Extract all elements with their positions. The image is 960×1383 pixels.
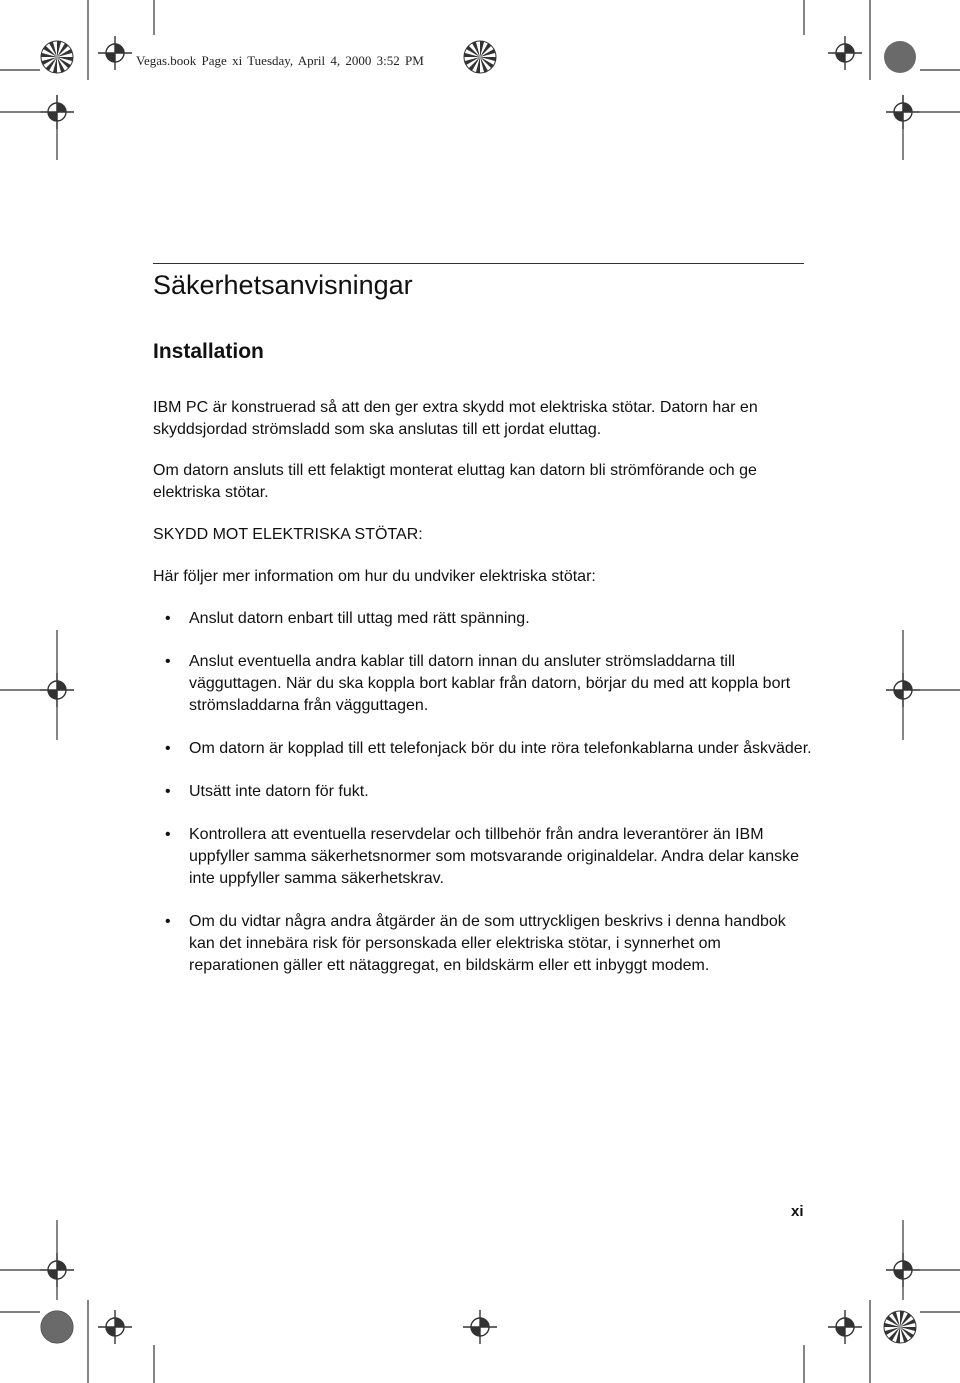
list-item bbox=[153, 651, 813, 717]
starburst-target-icon bbox=[464, 41, 496, 73]
starburst-target-icon bbox=[41, 41, 73, 73]
list-item bbox=[153, 781, 813, 803]
running-head: Vegas.book Page xi Tuesday, April 4, 2000 3:52 PM bbox=[136, 53, 424, 68]
registration-mark-icon bbox=[40, 95, 74, 129]
registration-mark-icon bbox=[40, 1253, 74, 1287]
bullet-icon: • bbox=[165, 653, 171, 670]
section-heading: Installation bbox=[153, 340, 264, 363]
bullet-icon: • bbox=[165, 826, 171, 843]
registration-mark-icon bbox=[828, 1310, 862, 1344]
list-item-text: Om datorn är kopplad till ett telefonjack bör du inte röra telefonkablarna under åskväder. bbox=[189, 740, 812, 757]
registration-mark-icon bbox=[886, 95, 920, 129]
gray-disc-icon bbox=[884, 41, 916, 73]
bullet-list bbox=[153, 608, 813, 977]
list-item-text: Anslut eventuella andra kablar till datorn innan du ansluter strömsladdarna till vägguttagen. När du ska koppla bort kablar från datorn, börjar du med att koppla bort strömsladdarna från vägguttagen. bbox=[189, 653, 791, 714]
gray-disc-icon bbox=[41, 1311, 73, 1343]
bullet-icon: • bbox=[165, 740, 171, 757]
paragraph: IBM PC är konstruerad så att den ger extra skydd mot elektriska stötar. Datorn har en skyddsjordad strömsladd som ska anslutas till ett jordat eluttag. bbox=[153, 399, 758, 438]
chapter-title: Säkerhetsanvisningar bbox=[153, 270, 413, 300]
registration-mark-icon bbox=[886, 673, 920, 707]
list-item-text: Kontrollera att eventuella reservdelar och tillbehör från andra leverantörer än IBM uppfyller samma säkerhetsnormer som motsvarande originaldelar. Andra delar kanske inte uppfyller samma säkerhetskrav. bbox=[189, 826, 800, 887]
body-text bbox=[153, 397, 813, 998]
starburst-target-icon bbox=[884, 1311, 916, 1343]
bullet-icon: • bbox=[165, 913, 171, 930]
registration-mark-icon bbox=[828, 36, 862, 70]
list-item bbox=[153, 738, 813, 760]
registration-mark-icon bbox=[886, 1253, 920, 1287]
list-item bbox=[153, 608, 813, 630]
registration-mark-icon bbox=[98, 1310, 132, 1344]
list-item bbox=[153, 824, 813, 890]
title-rule bbox=[153, 263, 804, 264]
registration-mark-icon bbox=[98, 36, 132, 70]
page-number: xi bbox=[791, 1203, 804, 1220]
paragraph: Här följer mer information om hur du undviker elektriska stötar: bbox=[153, 568, 596, 585]
list-item bbox=[153, 911, 813, 977]
registration-mark-icon bbox=[40, 673, 74, 707]
bullet-icon: • bbox=[165, 610, 171, 627]
paragraph: Om datorn ansluts till ett felaktigt monterat eluttag kan datorn bli strömförande och ge elektriska stötar. bbox=[153, 462, 757, 501]
bullet-icon: • bbox=[165, 783, 171, 800]
warning-heading: SKYDD MOT ELEKTRISKA STÖTAR: bbox=[153, 526, 423, 543]
list-item-text: Anslut datorn enbart till uttag med rätt spänning. bbox=[189, 610, 530, 627]
registration-mark-icon bbox=[463, 1310, 497, 1344]
list-item-text: Om du vidtar några andra åtgärder än de som uttryckligen beskrivs i denna handbok kan det innebära risk för personskada eller elektriska stötar, i synnerhet om reparationen gäller ett nätaggregat, en bildskärm eller ett inbyggt modem. bbox=[189, 913, 786, 974]
list-item-text: Utsätt inte datorn för fukt. bbox=[189, 783, 369, 800]
